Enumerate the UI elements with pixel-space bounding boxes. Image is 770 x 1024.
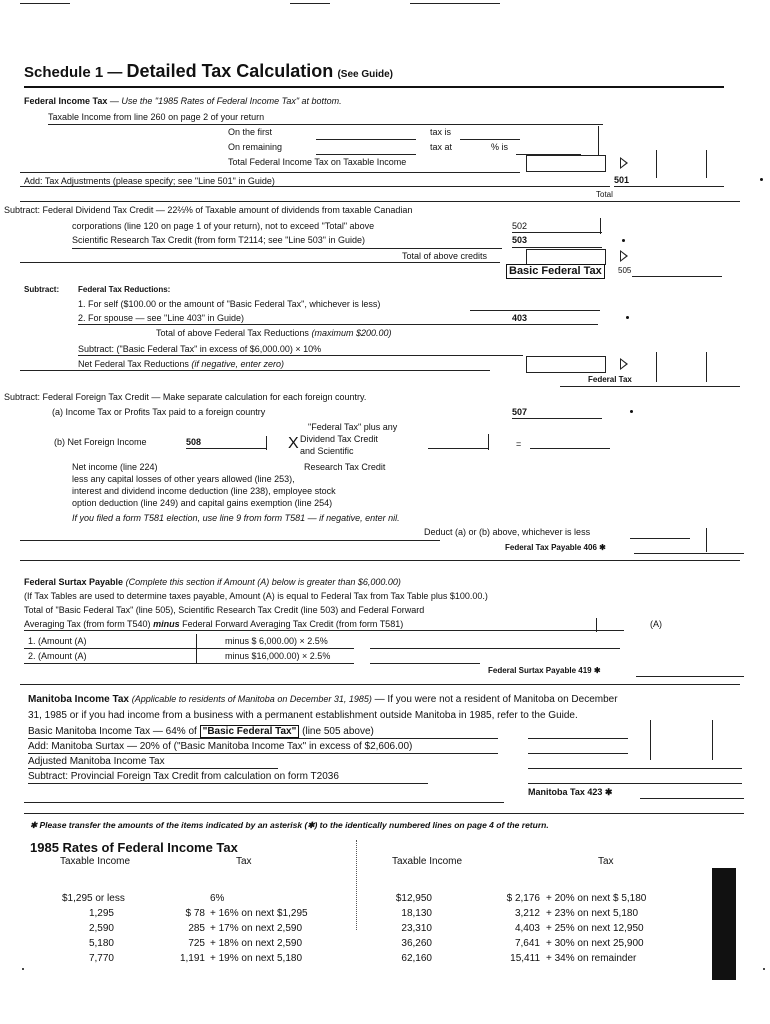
rate-income: 36,260 [401,938,432,949]
rate-base-tax: 4,403 [514,923,540,934]
foreign-tax-credit-label: Subtract: Federal Foreign Tax Credit — Make separate calculation for each foreign country. [4,392,367,402]
result-field[interactable] [530,448,610,449]
manitoba-surtax-field[interactable] [528,753,628,754]
rate-marginal: + 30% on next 25,900 [546,938,644,949]
federal-heading: Federal Income Tax — Use the "1985 Rates of Federal Income Tax" at bottom. [24,96,342,106]
black-bar [712,868,736,980]
research-tax-credit-text: Research Tax Credit [304,462,386,472]
multiply-sign: X [288,435,299,452]
foreign-tax-paid-label: (a) Income Tax or Profits Tax paid to a foreign country [52,407,266,417]
rate-base-tax: 7,641 [514,938,540,949]
line-502-field[interactable] [512,232,602,233]
scientific-research-label: Scientific Research Tax Credit (from form T2114; see "Line 503" in Guide) [72,235,366,245]
rule [20,684,740,685]
rates-header-taxable-right: Taxable Income [392,856,463,867]
rule [24,813,744,814]
taxable-income-label: Taxable Income from line 260 on page 2 of your return [48,112,265,122]
transfer-note: ✱ Please transfer the amounts of the items indicated by an asterisk (✱) to the identically numbered lines on page 4 of the return. [30,820,549,830]
rate-base-tax: $ 78 [185,908,205,919]
rule [72,248,502,249]
line-501: 501 [614,175,630,185]
rate-marginal: + 16% on next $1,295 [210,908,308,919]
line-403-field[interactable] [78,324,598,325]
rule [48,124,603,125]
rule [706,150,707,178]
schedule-title: Schedule 1 — Detailed Tax Calculation (See Guide) [24,61,394,81]
rule [196,634,197,664]
rule [28,738,498,739]
rate-base-tax: 285 [188,923,205,934]
rates-header-tax-right: Tax [598,856,614,867]
rate-marginal: + 25% on next 12,950 [546,923,644,934]
total-credits-label: Total of above credits [402,251,488,261]
manitoba-tax-label: Manitoba Tax 423 ✱ [528,787,613,797]
rate-base-tax: $ 2,176 [506,893,540,904]
equals-sign: = [516,439,522,449]
rule [28,783,428,784]
rule [656,352,657,382]
reductions-heading: Federal Tax Reductions: [78,285,171,294]
line-505: 505 [618,266,632,275]
pct-is-label: % is [491,142,509,152]
bullet-icon [630,410,633,413]
rate-marginal: + 23% on next 5,180 [546,908,639,919]
basic-federal-tax-label: Basic Federal Tax [506,264,605,279]
rate-income: 5,180 [88,938,114,949]
rate-marginal: + 19% on next 5,180 [210,953,303,964]
rate-income: $1,295 or less [62,893,125,904]
rule [266,436,267,450]
rule [24,648,354,649]
on-remaining-field[interactable] [316,154,416,155]
rate-marginal: + 20% on next $ 5,180 [546,893,647,904]
dividend-credit-label: Subtract: Federal Dividend Tax Credit — 22⅔% of Taxable amount of dividends from taxable Canadian [4,205,413,215]
rates-header-tax-left: Tax [236,856,252,867]
arrow-icon [620,157,628,169]
margin-dot-icon [22,968,24,970]
rule [20,172,520,173]
ratio-field[interactable] [428,448,488,449]
basic-manitoba-field[interactable] [528,738,628,739]
rule [712,720,713,760]
total-credits-box[interactable] [526,249,606,265]
rate-income: 7,770 [88,953,114,964]
line-503: 503 [512,235,528,245]
bullet-icon [622,239,625,242]
reduction-self-field[interactable] [470,310,600,311]
rule [20,540,440,541]
and-scientific-text: and Scientific [300,446,354,456]
rule [78,355,523,356]
less-capital-losses: less any capital losses of other years allowed (line 253), [72,474,295,484]
bullet-icon [760,178,763,181]
rate-base-tax: 15,411 [510,953,540,964]
net-reductions-label: Net Federal Tax Reductions (if negative, enter zero) [78,359,284,369]
surtax-row1-field[interactable] [370,648,620,649]
top-rule [410,3,500,4]
rule [596,618,597,632]
rule [656,150,657,178]
adjusted-manitoba-label: Adjusted Manitoba Income Tax [28,756,165,767]
adjusted-manitoba-field[interactable] [528,768,742,769]
rule [24,663,354,664]
federal-tax-field[interactable] [560,386,740,387]
rate-marginal: + 17% on next 2,590 [210,923,303,934]
surtax-row2-calc: minus $16,000.00) × 2.5% [225,651,331,661]
t581-note: If you filed a form T581 election, use line 9 from form T581 — if negative, enter nil. [72,513,400,523]
rate-income: 2,590 [88,923,114,934]
line-406-field[interactable] [634,553,744,554]
line-505-field[interactable] [632,276,722,277]
rule [706,528,707,552]
federal-tax-plus-label: "Federal Tax" plus any [308,422,398,432]
rate-marginal: + 18% on next 2,590 [210,938,303,949]
manitoba-heading: Manitoba Income Tax (Applicable to residents of Manitoba on December 31, 1985) — If you were not a resident of Manitoba on December [28,694,618,705]
rates-header-taxable-left: Taxable Income [60,856,131,867]
deduct-label: Deduct (a) or (b) above, whichever is less [424,527,591,537]
amount-a-field[interactable] [24,630,624,631]
surtax-row2-field[interactable] [370,663,480,664]
rule [598,126,599,156]
surtax-row2-label: 2. (Amount (A) [28,651,87,661]
line-507-field[interactable] [512,418,602,419]
rate-base-tax: 3,212 [514,908,540,919]
margin-dot-icon [763,968,765,970]
rule [20,262,500,263]
tax-is-field[interactable] [460,139,520,140]
provincial-foreign-credit-field[interactable] [528,783,742,784]
reduction-spouse-label: 2. For spouse — see "Line 403" in Guide) [78,313,244,323]
line-508-field[interactable] [186,448,266,449]
dividend-credit-text: Dividend Tax Credit [300,434,378,444]
amount-a-label: (A) [650,619,662,629]
title-rule [24,86,724,88]
line-501-field[interactable] [614,186,724,187]
arrow-icon [620,250,628,262]
dividend-corporations-label: corporations (line 120 on page 1 of your return), not to exceed "Total" above [72,221,375,231]
surtax-payable-label: Federal Surtax Payable 419 ✱ [488,666,601,675]
line-419-field[interactable] [636,676,744,677]
rule [20,186,610,187]
rule [20,370,490,371]
surtax-total-label: Total of "Basic Federal Tax" (line 505), Scientific Research Tax Credit (line 503) and Federal Forward [24,605,425,615]
total-federal-income-tax-box[interactable] [526,155,606,172]
on-remaining-label: On remaining [228,142,283,152]
rate-income: $12,950 [395,893,432,904]
rule [650,720,651,760]
rate-marginal: + 34% on remainder [546,953,637,964]
line-502: 502 [512,221,528,231]
rate-marginal: 6% [210,893,225,904]
surtax-averaging-label: Averaging Tax (from form T540) minus Federal Forward Averaging Tax Credit (from form T581) [24,619,404,629]
surtax-heading: Federal Surtax Payable (Complete this section if Amount (A) below is greater than $6,000.00) [24,577,401,587]
less-option-deduction: option deduction (line 249) and capital gains exemption (line 254) [72,498,333,508]
reductions-total-label: Total of above Federal Tax Reductions (maximum $200.00) [156,328,392,338]
tax-adjustments-label: Add: Tax Adjustments (please specify; see "Line 501" in Guide) [24,176,275,186]
rule [488,434,489,450]
tax-is-label: tax is [430,127,452,137]
line-423-field[interactable] [640,798,744,799]
rates-title: 1985 Rates of Federal Income Tax [30,840,238,855]
tax-at-label: tax at [430,142,453,152]
surtax-row1-calc: minus $ 6,000.00) × 2.5% [225,636,328,646]
rule [706,352,707,382]
surtax-row1-label: 1. (Amount (A) [28,636,87,646]
line-507: 507 [512,407,528,417]
net-income-label: Net income (line 224) [72,462,158,472]
bullet-icon [626,316,629,319]
on-first-field[interactable] [316,139,416,140]
manitoba-intro: 31, 1985 or if you had income from a business with a permanent establishment outside Manitoba in 1985, refer to the Guide. [28,710,578,721]
line-508: 508 [186,437,202,447]
federal-tax-payable-label: Federal Tax Payable 406 ✱ [505,543,606,552]
deduct-field[interactable] [630,538,690,539]
provincial-foreign-credit-label: Subtract: Provincial Foreign Tax Credit from calculation on form T2036 [28,771,339,782]
net-foreign-income-label: (b) Net Foreign Income [54,437,147,447]
rule [20,201,740,202]
rule [600,218,601,234]
rate-base-tax: 1,191 [179,953,205,964]
rule [28,768,278,769]
rates-divider [356,840,357,930]
arrow-icon [620,358,628,370]
on-first-label: On the first [228,127,273,137]
rate-base-tax: 725 [188,938,205,949]
less-interest-deduction: interest and dividend income deduction (line 238), employee stock [72,486,336,496]
line-403: 403 [512,313,528,323]
reductions-subtract-label: Subtract: ("Basic Federal Tax" in excess of $6,000.00) × 10% [78,344,322,354]
line-503-field[interactable] [512,247,602,248]
surtax-tax-table-note: (If Tax Tables are used to determine taxes payable, Amount (A) is equal to Federal Tax from Tax Table plus $100.00.) [24,591,488,601]
manitoba-surtax-label: Add: Manitoba Surtax — 20% of ("Basic Manitoba Income Tax" in excess of $2,606.00) [28,741,413,752]
rule [20,560,740,561]
total-label: Total [596,190,613,199]
total-federal-income-tax-label: Total Federal Income Tax on Taxable Income [228,157,407,167]
rule [24,802,504,803]
top-rule [20,3,70,4]
top-rule [290,3,330,4]
reduction-self-label: 1. For self ($100.00 or the amount of "Basic Federal Tax", whichever is less) [78,299,381,309]
subtract-label: Subtract: [24,285,60,294]
basic-manitoba-label: Basic Manitoba Income Tax — 64% of "Basic Federal Tax" (line 505 above) [28,726,374,737]
net-reductions-box[interactable] [526,356,606,373]
federal-tax-label: Federal Tax [588,375,632,384]
rate-income: 1,295 [88,908,114,919]
rate-income: 62,160 [401,953,432,964]
rate-income: 18,130 [401,908,432,919]
rule [28,753,498,754]
rate-income: 23,310 [401,923,432,934]
